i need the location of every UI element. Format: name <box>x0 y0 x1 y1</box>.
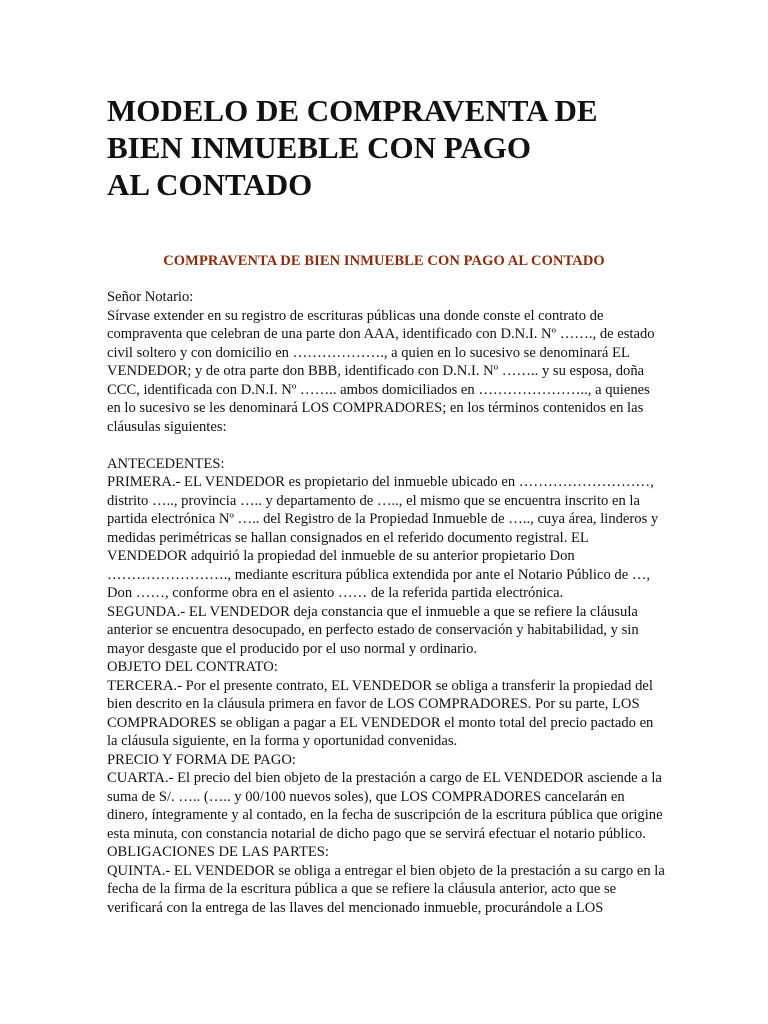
paragraph-spacer <box>107 436 667 455</box>
document-title: MODELO DE COMPRAVENTA DE BIEN INMUEBLE CON PAGO AL CONTADO <box>107 93 598 202</box>
clause-primera: PRIMERA.- EL VENDEDOR es propietario del inmueble ubicado en ………………………, distrito ….., provincia ….. y departamento de ….., el mismo que se encuentra inscrito en la partida electrónica Nº ….. del Registro de la Propiedad Inmueble de ….., cuya área, linderos y medidas perimétricas se hallan consignados en el referido documento registral. EL VENDEDOR adquirió la propiedad del inmueble de su anterior propietario Don ……………………., mediante escritura pública extendida por ante el Notario Público de …, Don ……, conforme obra en el asiento …… de la referida partida electrónica. <box>107 474 659 601</box>
heading-precio: PRECIO Y FORMA DE PAGO: <box>107 751 296 768</box>
salutation: Señor Notario: <box>107 289 194 305</box>
heading-objeto: OBJETO DEL CONTRATO: <box>107 659 278 675</box>
intro-paragraph: Sírvase extender en su registro de escrituras públicas una donde conste el contrato de compraventa que celebran de una parte don AAA, identificado con D.N.I. Nº ……., de estado civil soltero y con domicilio en ………………., a quien en lo sucesivo se denominará EL VENDEDOR; y de otra parte don BBB, identificado con D.N.I. Nº …….. y su esposa, doña CCC, identificada con D.N.I. Nº …….. ambos domiciliados en ………………….., a quienes en lo sucesivo se les denominará LOS COMPRADORES; en los términos contenidos en las cláusulas siguientes: <box>107 307 655 435</box>
document-body <box>107 288 667 917</box>
heading-obligaciones: OBLIGACIONES DE LAS PARTES: <box>107 844 329 860</box>
heading-antecedentes: ANTECEDENTES: <box>107 455 225 472</box>
clause-segunda: SEGUNDA.- EL VENDEDOR deja constancia que el inmueble a que se refiere la cláusula anterior se encuentra desocupado, en perfecto estado de conservación y habitabilidad, y sin mayor desgaste que el producido por el uso normal y ordinario. <box>107 603 639 657</box>
clause-quinta: QUINTA.- EL VENDEDOR se obliga a entregar el bien objeto de la prestación a su cargo en la fecha de la firma de la escritura pública a que se refiere la cláusula anterior, acto que se verificará con la entrega de las llaves del mencionado inmueble, procurándole a LOS <box>107 862 665 916</box>
clause-tercera: TERCERA.- Por el presente contrato, EL VENDEDOR se obliga a transferir la propiedad del bien descrito en la cláusula primera en favor de LOS COMPRADORES. Por su parte, LOS COMPRADORES se obligan a pagar a EL VENDEDOR el monto total del precio pactado en la cláusula siguiente, en la forma y oportunidad convenidas. <box>107 677 654 749</box>
clause-cuarta: CUARTA.- El precio del bien objeto de la prestación a cargo de EL VENDEDOR asciende a la suma de S/. ….. (….. y 00/100 nuevos soles), que LOS COMPRADORES cancelarán en dinero, íntegramente y al contado, en la fecha de suscripción de la escritura pública que origine esta minuta, con constancia notarial de dicho pago que se servirá efectuar el notario público. <box>107 770 663 842</box>
contract-subtitle: COMPRAVENTA DE BIEN INMUEBLE CON PAGO AL CONTADO <box>163 253 605 269</box>
